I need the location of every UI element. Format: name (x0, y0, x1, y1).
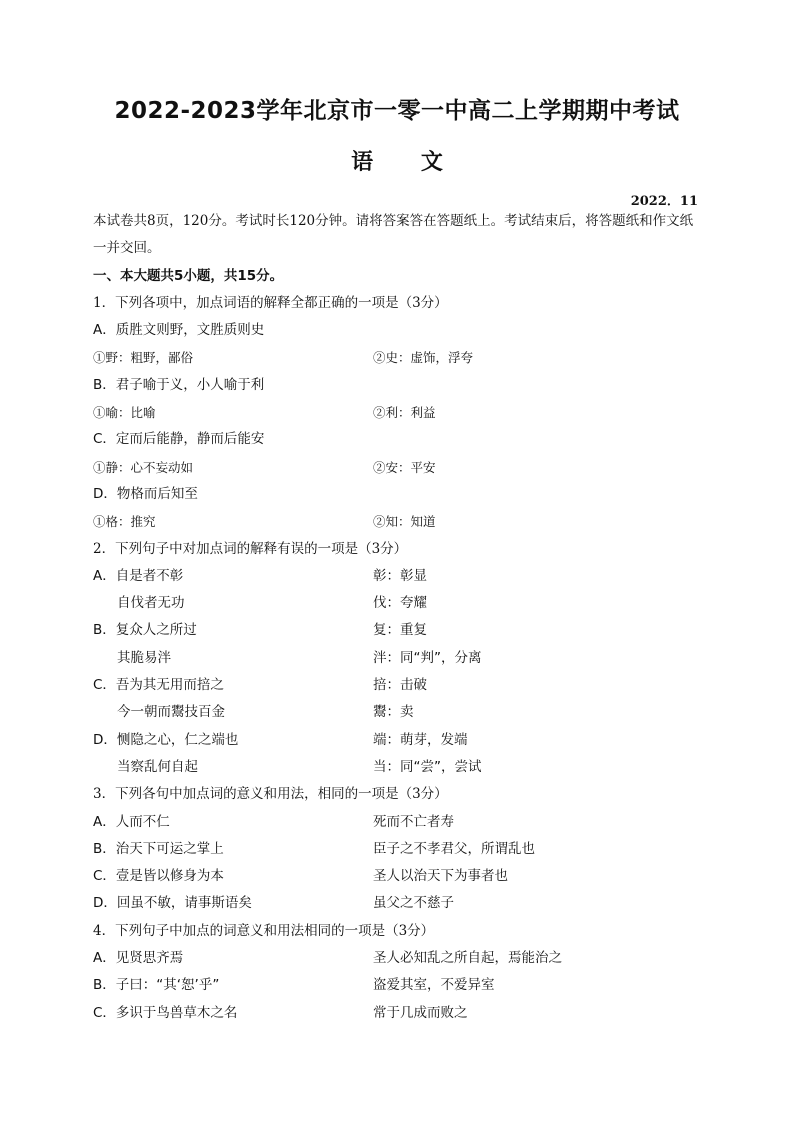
q2-gloss: 掊：击破 (373, 677, 427, 694)
q3-row (93, 836, 703, 863)
question-4-stem: 4．下列句子中加点的词意义和用法相同的一项是（3分） (93, 922, 435, 939)
q2-gloss: 伐：夸耀 (373, 595, 427, 612)
q3-row (93, 863, 703, 890)
q2-gloss: 彰：彰显 (373, 567, 427, 584)
q1-option-a-glosses (93, 344, 703, 371)
q3-left: D．回虽不敏，请事斯语矣 (93, 895, 252, 912)
q2-gloss: 复：重复 (373, 622, 427, 639)
q4-left: C．多识于鸟兽草木之名 (93, 1004, 238, 1021)
q1-option-a: A．质胜文则野，文胜质则史 (93, 322, 265, 339)
q2-sentence: C．吾为其无用而掊之 (93, 677, 224, 694)
exam-date: 2022．11 (630, 194, 698, 209)
gloss: ①静：心不妄动如 (93, 459, 194, 475)
q1-option-d-glosses (93, 508, 703, 535)
gloss: ①喻：比喻 (93, 405, 156, 421)
gloss: ①格：推究 (93, 514, 156, 530)
q2-sentence: D．恻隐之心，仁之端也 (93, 731, 239, 748)
subject-title: 语 文 (351, 150, 443, 175)
q2-row (93, 754, 703, 781)
q3-row (93, 890, 703, 917)
q2-sentence: 自伐者无功 (117, 595, 185, 612)
q1-option-b-glosses (93, 399, 703, 426)
q3-left: B．治天下可运之掌上 (93, 840, 224, 857)
exam-title: 2022-2023学年北京市一零一中高二上学期期中考试 (114, 98, 680, 124)
q2-sentence: B．复众人之所过 (93, 622, 197, 639)
q4-left: A．见贤思齐焉 (93, 950, 184, 967)
q2-row (93, 727, 703, 754)
q4-row (93, 972, 703, 999)
q4-right: 盗爱其室，不爱异室 (373, 977, 495, 994)
instructions-text: 本试卷共8页，120分。考试时长120分钟。请将答案答在答题纸上。考试结束后，将答题纸和作文纸一并交回。 (93, 213, 694, 257)
q3-left: A．人而不仁 (93, 813, 170, 830)
q2-row (93, 563, 703, 590)
q3-right: 臣子之不孝君父，所谓乱也 (373, 840, 535, 857)
q2-gloss: 当：同“尝”，尝试 (373, 758, 482, 775)
q2-row (93, 672, 703, 699)
q1-option-c: C．定而后能静，静而后能安 (93, 431, 265, 448)
gloss: ②史：虚饰，浮夸 (373, 350, 474, 366)
question-3-stem: 3．下列各句中加点词的意义和用法，相同的一项是（3分） (93, 786, 448, 803)
question-2-stem: 2．下列句子中对加点词的解释有误的一项是（3分） (93, 540, 408, 557)
q1-option-c-glosses (93, 454, 703, 481)
instructions (93, 208, 703, 263)
q2-sentence: 今一朝而鬻技百金 (117, 704, 225, 721)
q4-right: 常于几成而败之 (373, 1004, 468, 1021)
q2-row (93, 617, 703, 644)
q2-sentence: 其脆易泮 (117, 649, 171, 666)
q3-right: 圣人以治天下为事者也 (373, 868, 508, 885)
q3-right: 虽父之不慈子 (373, 895, 454, 912)
q1-option-d: D．物格而后知至 (93, 485, 198, 502)
q2-row (93, 699, 703, 726)
gloss: ②安：平安 (373, 459, 436, 475)
q2-gloss: 泮：同“判”，分离 (373, 649, 482, 666)
q4-row (93, 1000, 703, 1027)
q3-left: C．壹是皆以修身为本 (93, 868, 224, 885)
q2-gloss: 端：萌芽，发端 (373, 731, 468, 748)
q4-row (93, 945, 703, 972)
gloss: ①野：粗野，鄙俗 (93, 350, 194, 366)
q2-row (93, 590, 703, 617)
exam-content (93, 208, 703, 1027)
q4-right: 圣人必知乱之所自起，焉能治之 (373, 950, 562, 967)
q2-sentence: A．自是者不彰 (93, 567, 184, 584)
q3-right: 死而不亡者寿 (373, 813, 454, 830)
q2-sentence: 当察乱何自起 (117, 758, 198, 775)
q1-option-b: B．君子喻于义，小人喻于利 (93, 376, 265, 393)
gloss: ②知：知道 (373, 514, 436, 530)
q3-row (93, 809, 703, 836)
q2-gloss: 鬻：卖 (373, 704, 414, 721)
gloss: ②利：利益 (373, 405, 436, 421)
question-1-stem: 1．下列各项中，加点词语的解释全都正确的一项是（3分） (93, 294, 448, 311)
section-heading: 一、本大题共5小题，共15分。 (93, 267, 284, 284)
q2-row (93, 645, 703, 672)
q4-left: B．子曰：“其‘恕’乎” (93, 977, 220, 994)
